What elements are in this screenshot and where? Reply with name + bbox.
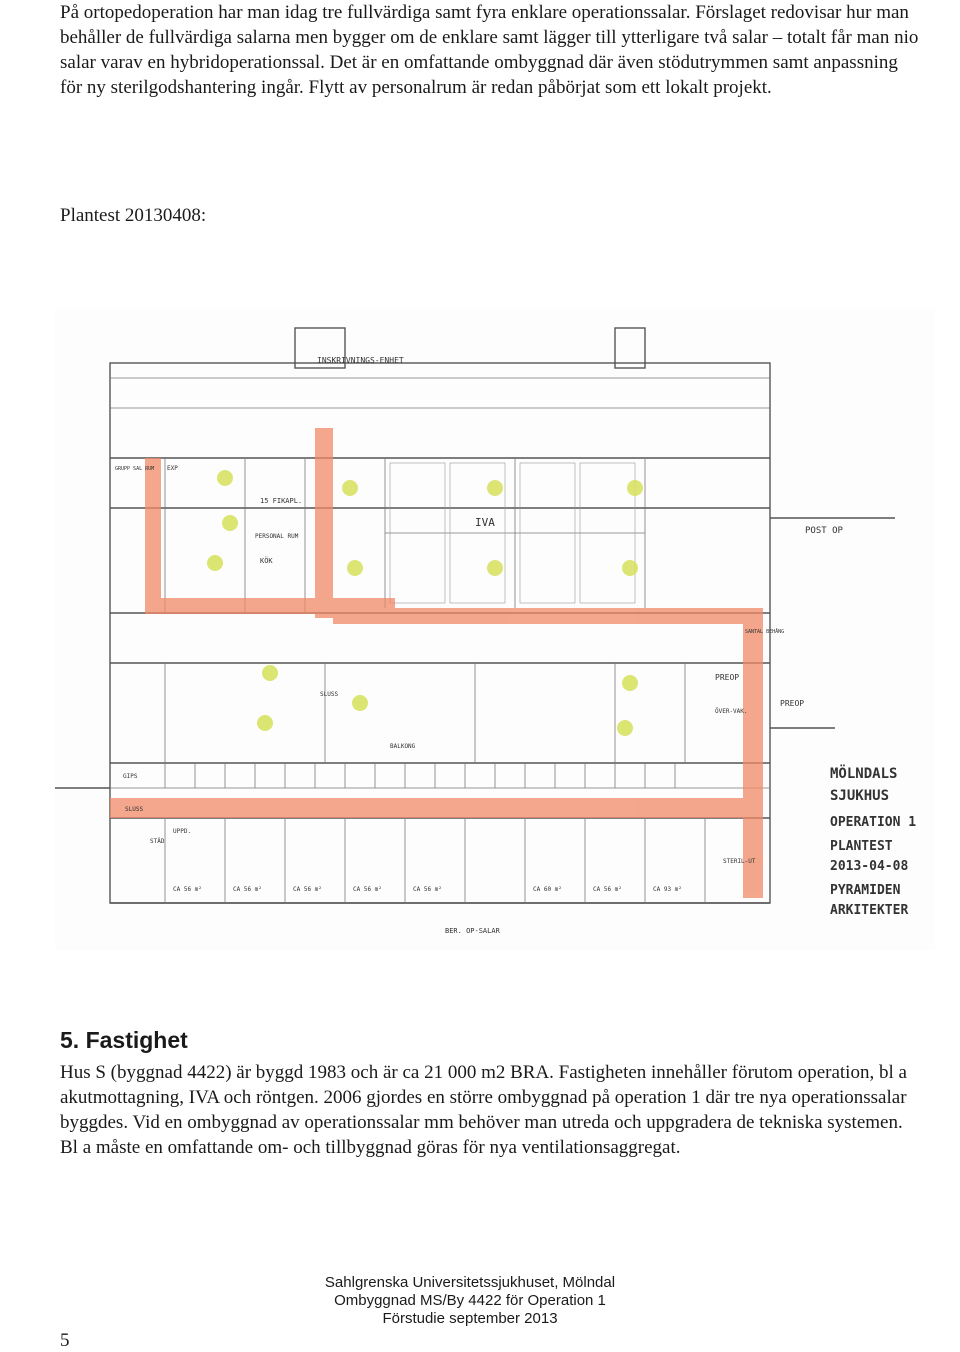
label-sal-5: CA 56 m² <box>413 886 442 893</box>
plantest-heading: Plantest 20130408: <box>60 205 207 226</box>
label-steril: STERIL-UT <box>723 858 756 865</box>
stamp-line: PYRAMIDEN <box>830 883 901 898</box>
label-sal-4: CA 56 m² <box>353 886 382 893</box>
page-number: 5 <box>60 1330 70 1351</box>
footer-line-3: Förstudie september 2013 <box>382 1310 558 1327</box>
label-personal: PERSONAL RUM <box>255 533 299 540</box>
label-ber-op: BER. OP-SALAR <box>445 927 500 935</box>
footer-line-2: Ombyggnad MS/By 4422 för Operation 1 <box>334 1292 606 1309</box>
label-sal-2: CA 56 m² <box>233 886 262 893</box>
label-sluss-b: SLUSS <box>125 806 144 813</box>
floor-plan-image <box>55 308 935 950</box>
label-sluss-a: SLUSS <box>320 691 339 698</box>
label-sal-7: CA 56 m² <box>593 886 622 893</box>
label-kok: KÖK <box>260 557 273 565</box>
label-sal-1: CA 56 m² <box>173 886 202 893</box>
stamp-line: MÖLNDALS <box>830 766 898 782</box>
label-gips: GIPS <box>123 773 138 780</box>
label-preop-2: PREOP <box>780 699 805 708</box>
fastighet-paragraph: Hus S (byggnad 4422) är byggd 1983 och är ca 21 000 m2 BRA. Fastigheten innehåller förutom operation, bl a akutmottagning, IVA och röntgen. 2006 gjordes en större ombyggnad på operation 1 där tre nya operationssalar byggdes. Vid en ombyggnad av operationssalar mm behöver man utreda och uppgradera de tekniska systemen. Bl a måste en omfattande om- och tillbyggnad göras för nya ventilationsaggregat. <box>60 1062 907 1158</box>
label-gruppsal: GRUPP SAL RUM <box>115 466 155 472</box>
label-uppd: UPPD. <box>173 828 192 835</box>
label-fikapl: 15 FIKAPL. <box>260 497 303 505</box>
label-post-op: POST OP <box>805 526 843 536</box>
label-preop: PREOP <box>715 673 740 682</box>
stamp-line: ARKITEKTER <box>830 903 909 918</box>
footer-line-1: Sahlgrenska Universitetssjukhuset, Mölndal <box>324 1274 616 1291</box>
label-stad: STÄD <box>150 838 165 845</box>
stamp-line: OPERATION 1 <box>830 815 917 830</box>
room-grid <box>110 378 770 903</box>
page-footer <box>300 1274 640 1328</box>
label-exp: EXP <box>167 465 178 472</box>
label-inskrivning: INSKRIVNINGS-ENHET <box>317 356 404 365</box>
intro-paragraph: På ortopedoperation har man idag tre fullvärdiga samt fyra enklare operationssalar. Förslaget redovisar hur man behåller de fullvärdiga salarna men bygger om de enklare samt lägger till ytterligare två salar – totalt får man nio salar varav en hybridoperationssal. Det är en omfattande ombyggnad där även stödutrymmen samt anpassning för ny sterilgodshantering ingår. Flytt av personalrum är redan påbörjat som ett lokalt projekt. <box>60 2 919 98</box>
label-santal: SANTAL BEHÅNG <box>745 629 785 635</box>
label-sal-3: CA 56 m² <box>293 886 322 893</box>
stamp-line: 2013-04-08 <box>830 859 909 874</box>
label-balkong: BALKONG <box>390 743 416 750</box>
stamp-line: PLANTEST <box>830 839 893 854</box>
stamp-line: SJUKHUS <box>830 788 890 804</box>
label-sal-6: CA 60 m² <box>533 886 562 893</box>
label-iva: IVA <box>475 516 495 529</box>
plan-title-stamp <box>830 764 916 918</box>
section-title: 5. Fastighet <box>60 1027 188 1053</box>
label-sal-8: CA 93 m² <box>653 886 682 893</box>
label-overvak: ÖVER-VAK. <box>715 708 748 715</box>
